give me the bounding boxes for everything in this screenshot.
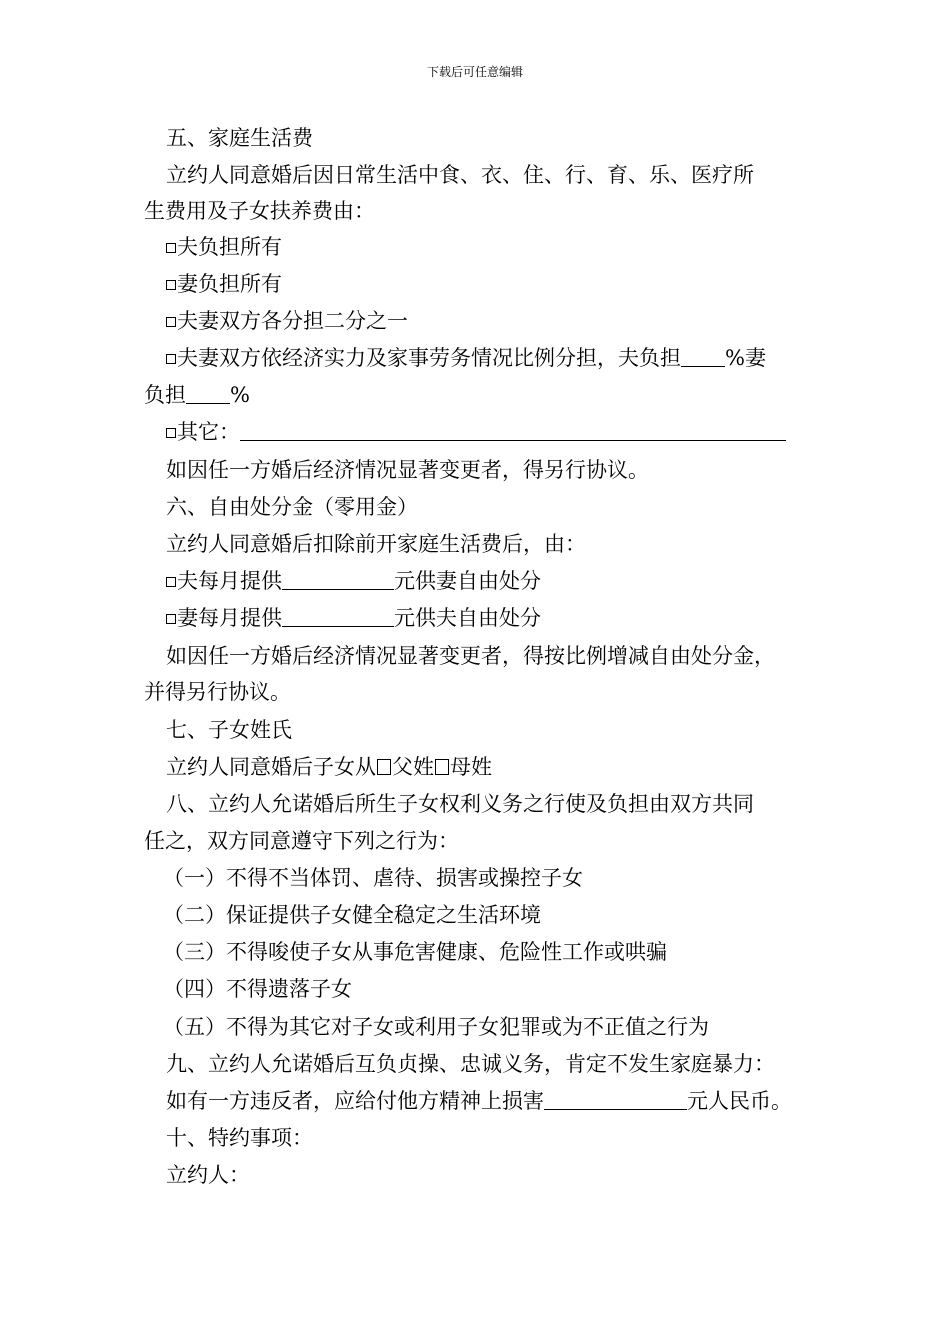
section-6-title: 六、自由处分金（零用金） [166, 495, 418, 519]
option-proportional-line1: 夫妻双方依经济实力及家事劳务情况比例分担，夫负担 %妻 [166, 344, 766, 372]
checkbox[interactable] [166, 428, 176, 438]
checkbox-father-surname[interactable] [377, 759, 391, 775]
husband-amount-blank[interactable] [282, 568, 394, 590]
wife-amount-blank[interactable] [282, 605, 394, 627]
wife-percent-blank[interactable] [186, 382, 230, 404]
section-6-note-line2: 并得另行协议。 [144, 680, 291, 704]
option-other: 其它： [166, 418, 786, 446]
checkbox[interactable] [166, 577, 176, 587]
section-8-item-3: （三）不得唆使子女从事危害健康、危险性工作或哄骗 [163, 940, 667, 964]
page-header: 下载后可任意编辑 [426, 65, 523, 79]
husband-percent-blank[interactable] [681, 345, 725, 367]
section-10-title: 十、特约事项： [166, 1126, 313, 1150]
option-wife-pays-all: 妻负担所有 [166, 270, 282, 298]
section-8-item-4: （四）不得遗落子女 [163, 977, 352, 1001]
other-blank[interactable] [240, 419, 786, 441]
section-5-note: 如因任一方婚后经济情况显著变更者，得另行协议。 [166, 458, 649, 482]
option-proportional-line2: 负担 % [144, 383, 250, 407]
section-9-para-line1: 九、立约人允诺婚后互负贞操、忠诚义务，肯定不发生家庭暴力： [166, 1052, 775, 1076]
option-wife-provides: 妻每月提供 元供夫自由处分 [166, 604, 541, 632]
section-7-para: 立约人同意婚后子女从 父姓 母姓 [166, 755, 492, 779]
checkbox[interactable] [166, 354, 176, 364]
checkbox[interactable] [166, 243, 176, 253]
section-6-para: 立约人同意婚后扣除前开家庭生活费后，由： [166, 532, 586, 556]
section-8-para-line1: 八、立约人允诺婚后所生子女权利义务之行使及负担由双方共同 [166, 792, 754, 816]
section-8-item-5: （五）不得为其它对子女或利用子女犯罪或为不正值之行为 [163, 1015, 709, 1039]
section-8-item-1: （一）不得不当体罚、虐待、损害或操控子女 [163, 866, 583, 890]
section-7-title: 七、子女姓氏 [166, 718, 292, 742]
checkbox[interactable] [166, 280, 176, 290]
section-5-title: 五、家庭生活费 [166, 126, 313, 150]
section-5-para-line1: 立约人同意婚后因日常生活中食、衣、住、行、育、乐、医疗所 [166, 163, 754, 187]
section-6-note-line1: 如因任一方婚后经济情况显著变更者，得按比例增减自由处分金， [166, 644, 775, 668]
section-8-para-line2: 任之，双方同意遵守下列之行为： [144, 829, 459, 853]
option-husband-pays-all: 夫负担所有 [166, 233, 282, 261]
option-husband-provides: 夫每月提供 元供妻自由处分 [166, 567, 541, 595]
damages-amount-blank[interactable] [544, 1088, 687, 1110]
signer-label: 立约人： [166, 1163, 250, 1187]
section-8-item-2: （二）保证提供子女健全稳定之生活环境 [163, 903, 541, 927]
option-split-half: 夫妻双方各分担二分之一 [166, 307, 408, 335]
checkbox-mother-surname[interactable] [435, 759, 449, 775]
checkbox[interactable] [166, 614, 176, 624]
checkbox[interactable] [166, 317, 176, 327]
section-9-para-line2: 如有一方违反者，应给付他方精神上损害 元人民币。 [166, 1089, 792, 1113]
section-5-para-line2: 生费用及子女扶养费由： [144, 199, 375, 223]
